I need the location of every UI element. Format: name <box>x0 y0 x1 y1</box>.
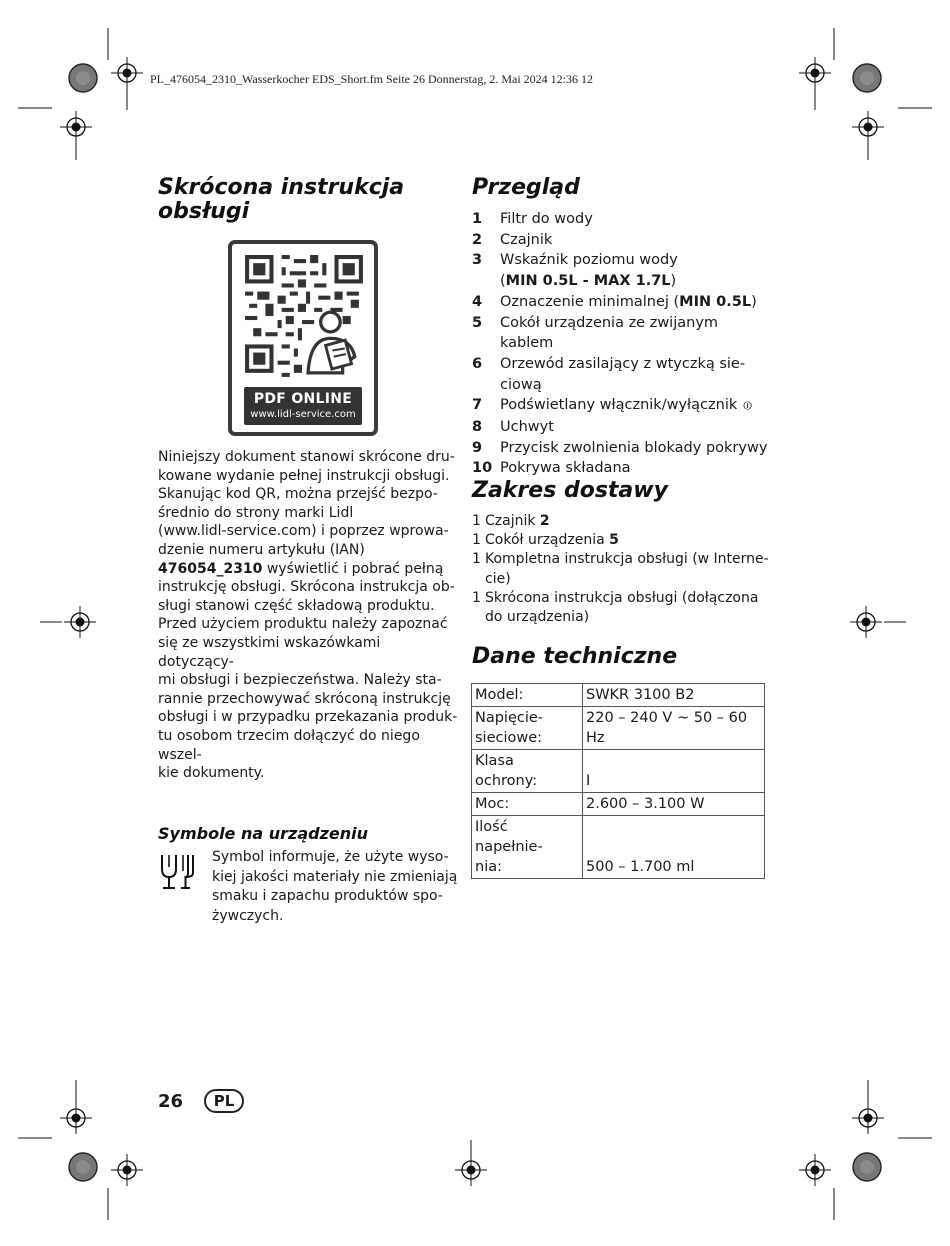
registration-mark-icon <box>111 57 143 89</box>
lidl-service-url: www.lidl-service.com <box>250 409 356 420</box>
tech-value: 2.600 – 3.100 W <box>583 793 765 816</box>
item-text: Uchwyt <box>500 419 554 436</box>
intro-line: kowane wydanie pełnej instrukcji obsługi. <box>158 467 450 484</box>
intro-paragraph <box>158 448 458 783</box>
registration-mark-icon <box>60 1102 92 1134</box>
qr-code-icon <box>245 255 363 381</box>
intro-line: mi obsługi i bezpieczeństwa. Należy sta- <box>158 672 442 689</box>
intro-line: obsługi i w przypadku przekazania produk- <box>158 709 458 726</box>
intro-line: sługi stanowi część składową produktu. <box>158 597 435 614</box>
item-bold: MIN 0.5L <box>679 293 752 310</box>
scope-heading: Zakres dostawy <box>472 478 668 503</box>
item-text: Orzewód zasilający z wtyczką sie- <box>500 355 746 372</box>
title-line-1: Skrócona instrukcja <box>158 175 405 200</box>
item-text: Oznaczenie minimalnej ( <box>500 293 680 310</box>
registration-mark-icon <box>111 1154 143 1186</box>
tech-row <box>472 793 765 816</box>
scope-item <box>472 531 772 550</box>
intro-line: rannie przechowywać skróconą instrukcję <box>158 690 451 707</box>
tech-key: Ilość napełnie- <box>475 819 543 855</box>
intro-line: się ze wszystkimi wskazówkami dotyczący- <box>158 634 381 670</box>
item-number: 8 <box>472 419 483 436</box>
scope-qty: 1 <box>472 551 481 568</box>
color-target-icon <box>853 1153 881 1181</box>
scope-item <box>472 589 772 627</box>
overview-list <box>472 209 772 479</box>
file-info-header: PL_476054_2310_Wasserkocher EDS_Short.fm Seite 26 Donnerstag, 2. Mai 2024 12:36 12 <box>150 72 593 86</box>
tech-value: I <box>583 750 765 793</box>
overview-item <box>472 458 772 479</box>
item-paren: ( <box>500 273 506 290</box>
intro-line: średnio do strony marki Lidl <box>158 504 354 521</box>
item-text: Filtr do wody <box>500 211 593 227</box>
item-paren: ) <box>670 273 677 290</box>
intro-line: Niniejszy dokument stanowi skrócone dru- <box>158 449 455 465</box>
item-text: Pokrywa składana <box>500 460 631 477</box>
scope-ref: 2 <box>539 513 550 529</box>
overview-item <box>472 395 772 417</box>
food-safe-icon <box>159 851 199 891</box>
scope-qty: 1 <box>472 589 481 606</box>
intro-line: (www.lidl-service.com) i poprzez wprowa- <box>158 523 449 540</box>
registration-mark-icon <box>799 1154 831 1186</box>
qr-code-box[interactable] <box>228 240 378 436</box>
overview-heading: Przegląd <box>472 175 580 200</box>
tech-key: Napięcie- <box>475 710 544 726</box>
overview-item <box>472 209 772 230</box>
tech-key-cell <box>472 793 583 816</box>
item-text: Wskaźnik poziomu wody <box>500 252 678 269</box>
power-symbol-icon: ⏼ <box>743 399 752 413</box>
tech-key-cell <box>472 816 583 879</box>
registration-mark-icon <box>852 1102 884 1134</box>
registration-mark-icon <box>455 1154 487 1186</box>
item-text: Przycisk zwolnienia blokady pokrywy <box>500 439 768 456</box>
color-target-icon <box>69 64 97 92</box>
overview-item <box>472 230 772 251</box>
overview-item <box>472 313 772 354</box>
item-text: Podświetlany włącznik/wyłącznik <box>500 397 738 414</box>
tech-key: Model: <box>475 687 524 703</box>
tech-key-cell <box>472 707 583 750</box>
item-number: 4 <box>472 293 483 310</box>
tech-table <box>471 683 765 879</box>
tech-row <box>472 684 765 707</box>
scope-ref: 5 <box>609 532 619 549</box>
tech-key: sieciowe: <box>475 730 543 746</box>
item-post: ) <box>751 293 757 310</box>
page-number: 26 <box>158 1091 184 1112</box>
item-number: 6 <box>472 355 483 372</box>
scope-text-continued: do urządzenia) <box>485 609 590 626</box>
scope-text-continued: cie) <box>485 570 511 587</box>
tech-row <box>472 707 765 750</box>
color-target-icon <box>69 1153 97 1181</box>
intro-line: Przed użyciem produktu należy zapoznać <box>158 616 448 633</box>
scope-list <box>472 512 772 627</box>
symbol-line: żywczych. <box>212 907 284 924</box>
tech-key: Moc: <box>475 796 510 812</box>
scope-item <box>472 550 772 588</box>
title-line-2: obsługi <box>158 199 250 224</box>
scope-text: Cokół urządzenia <box>485 532 610 549</box>
language-badge: PL <box>204 1089 244 1113</box>
item-number: 10 <box>472 460 493 477</box>
scope-qty: 1 <box>472 532 481 549</box>
tech-value: SWKR 3100 B2 <box>583 684 765 707</box>
intro-line: tu osobom trzecim dołączyć do niego wszel- <box>158 727 420 763</box>
overview-item <box>472 417 772 438</box>
scope-text: Czajnik <box>485 513 540 529</box>
registration-mark-icon <box>64 606 96 638</box>
item-number: 9 <box>472 439 483 456</box>
tech-row <box>472 816 765 879</box>
color-target-icon <box>853 64 881 92</box>
symbols-heading: Symbole na urządzeniu <box>158 824 369 843</box>
item-number: 5 <box>472 314 483 331</box>
tech-key-cell <box>472 750 583 793</box>
pdf-online-banner <box>244 387 362 425</box>
page-title <box>158 176 404 224</box>
tech-value: 220 – 240 V ~ 50 – 60 Hz <box>583 707 765 750</box>
item-text: Cokół urządzenia ze zwijanym kablem <box>500 314 719 352</box>
symbol-line: smaku i zapachu produktów spo- <box>212 888 443 904</box>
tech-row <box>472 750 765 793</box>
scope-text: Kompletna instrukcja obsługi (w Interne- <box>485 551 769 568</box>
symbol-description <box>212 848 462 926</box>
item-text-continued: ciową <box>500 376 542 393</box>
tech-key-cell <box>472 684 583 707</box>
registration-mark-icon <box>850 606 882 638</box>
overview-item <box>472 354 772 395</box>
scope-text: Skrócona instrukcja obsługi (dołączona <box>485 589 759 606</box>
item-bold: MIN 0.5L - MAX 1.7L <box>505 273 671 290</box>
intro-line: Skanując kod QR, można przejść bezpo- <box>158 486 438 503</box>
scope-item <box>472 512 772 531</box>
overview-item <box>472 292 772 313</box>
item-number: 2 <box>472 231 483 248</box>
overview-item <box>472 250 772 291</box>
item-number: 1 <box>472 211 483 227</box>
item-number: 3 <box>472 252 483 269</box>
registration-mark-icon <box>852 111 884 143</box>
tech-key: nia: <box>475 859 502 875</box>
symbol-line: Symbol informuje, że użyte wyso- <box>212 849 449 865</box>
ian-sentence: wyświetlić i pobrać pełną <box>262 560 444 577</box>
intro-line: instrukcję obsługi. Skrócona instrukcja ob- <box>158 579 455 596</box>
scope-qty: 1 <box>472 513 481 529</box>
intro-line: kie dokumenty. <box>158 765 265 782</box>
overview-item <box>472 438 772 459</box>
tech-key: Klasa ochrony: <box>475 753 538 789</box>
ian-number: 476054_2310 <box>158 560 263 577</box>
item-text: Czajnik <box>500 231 553 248</box>
tech-value: 500 – 1.700 ml <box>583 816 765 879</box>
pdf-online-label: PDF ONLINE <box>253 391 353 407</box>
tech-heading: Dane techniczne <box>472 644 678 669</box>
registration-mark-icon <box>60 111 92 143</box>
intro-line: dzenie numeru artykułu (IAN) <box>158 541 365 558</box>
symbol-line: kiej jakości materiały nie zmieniają <box>212 868 458 885</box>
item-number: 7 <box>472 397 483 414</box>
registration-mark-icon <box>799 57 831 89</box>
